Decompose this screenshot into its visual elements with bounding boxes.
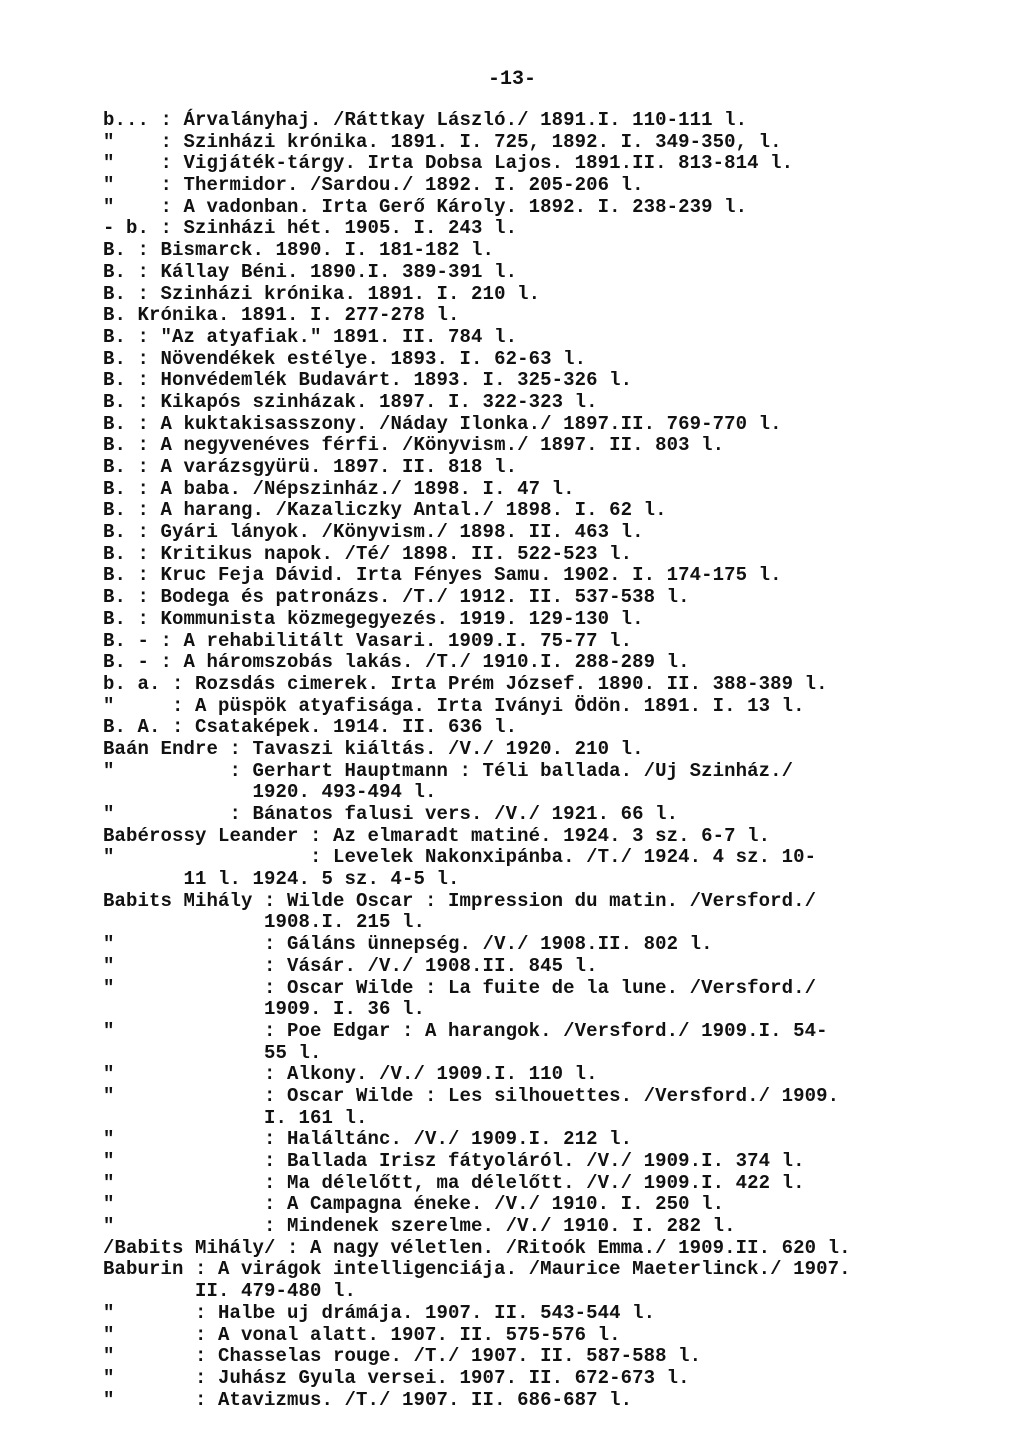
entry-line: Babérossy Leander : Az elmaradt matiné. 1924. 3 sz. 6-7 l. (103, 824, 771, 847)
entry-line: B. : Bismarck. 1890. I. 181-182 l. (103, 239, 495, 262)
entry-line: " : Haláltánc. /V./ 1909.I. 212 l. (103, 1128, 633, 1151)
entry-line: B. : A varázsgyürü. 1897. II. 818 l. (103, 456, 518, 478)
entry-line: " : Atavizmus. /T./ 1907. II. 686-687 l. (103, 1388, 633, 1411)
entry-line: b. a. : Rozsdás cimerek. Irta Prém József. 1890. II. 388-389 l. (103, 672, 828, 695)
entry-line: B. : A baba. /Népszinház./ 1898. I. 47 l. (103, 477, 575, 500)
entry-line: B. Krónika. 1891. I. 277-278 l. (103, 304, 460, 327)
entry-line: Baburin : A virágok intelligenciája. /Maurice Maeterlinck./ 1907. (103, 1258, 851, 1281)
entry-line: 1908.I. 215 l. (103, 911, 426, 934)
entry-line: " : Bánatos falusi vers. /V./ 1921. 66 l. (103, 803, 679, 825)
entry-line: 11 l. 1924. 5 sz. 4-5 l. (103, 868, 460, 891)
entry-line: I. 161 l. (103, 1106, 368, 1129)
entry-line: " : Vásár. /V./ 1908.II. 845 l. (103, 954, 598, 977)
entry-line: 1909. I. 36 l. (103, 998, 426, 1021)
entry-line: " : Oscar Wilde : La fuite de la lune. /Versford./ (103, 976, 817, 999)
entry-line: B. : Gyári lányok. /Könyvism./ 1898. II. 463 l. (103, 521, 644, 544)
entry-line: - b. : Szinházi hét. 1905. I. 243 l. (103, 217, 518, 240)
entry-line: " : Juhász Gyula versei. 1907. II. 672-673 l. (103, 1366, 690, 1389)
entry-line: B. - : A háromszobás lakás. /T./ 1910.I. 288-289 l. (103, 651, 690, 674)
entry-line: B. : Kritikus napok. /Té/ 1898. II. 522-523 l. (103, 542, 633, 565)
bibliography-entries (103, 110, 983, 1411)
entry-line: B. : Kruc Feja Dávid. Irta Fényes Samu. 1902. I. 174-175 l. (103, 564, 782, 587)
entry-line: B. : A negyvenéves férfi. /Könyvism./ 1897. II. 803 l. (103, 434, 725, 457)
entry-line: " : Mindenek szerelme. /V./ 1910. I. 282 l. (103, 1215, 736, 1238)
page-number: -13- (487, 68, 536, 91)
entry-line: Babits Mihály : Wilde Oscar : Impression du matin. /Versford./ (103, 889, 817, 912)
entry-line: " : A püspök atyafisága. Irta Iványi Ödön. 1891. I. 13 l. (103, 694, 805, 717)
entry-line: " : Alkony. /V./ 1909.I. 110 l. (103, 1063, 598, 1086)
entry-line: 1920. 493-494 l. (103, 781, 437, 804)
entry-line: " : Szinházi krónika. 1891. I. 725, 1892. I. 349-350, l. (103, 130, 782, 153)
entry-line: " : Ma délelőtt, ma délelőtt. /V./ 1909.I. 422 l. (103, 1171, 805, 1194)
entry-line: " : Vigjáték-tárgy. Irta Dobsa Lajos. 1891.II. 813-814 l. (103, 152, 794, 175)
entry-line: " : A vonal alatt. 1907. II. 575-576 l. (103, 1323, 621, 1346)
entry-line: B. : Bodega és patronázs. /T./ 1912. II. 537-538 l. (103, 586, 690, 609)
entry-line: B. : Kállay Béni. 1890.I. 389-391 l. (103, 260, 518, 283)
entry-line: " : Levelek Nakonxipánba. /T./ 1924. 4 sz. 10- (103, 846, 817, 869)
entry-line: " : Gáláns ünnepség. /V./ 1908.II. 802 l. (103, 933, 713, 956)
entry-line: 55 l. (103, 1041, 322, 1064)
entry-line: B. : Kikapós szinházak. 1897. I. 322-323 l. (103, 390, 598, 413)
entry-line: b... : Árvalányhaj. /Ráttkay László./ 1891.I. 110-111 l. (103, 109, 748, 131)
entry-line: " : A Campagna éneke. /V./ 1910. I. 250 l. (103, 1193, 725, 1216)
entry-line: II. 479-480 l. (103, 1280, 357, 1303)
entry-line: " : Ballada Irisz fátyoláról. /V./ 1909.I. 374 l. (103, 1150, 805, 1172)
entry-line: " : Gerhart Hauptmann : Téli ballada. /Uj Szinház./ (103, 759, 794, 782)
entry-line: " : Oscar Wilde : Les silhouettes. /Versford./ 1909. (103, 1084, 840, 1107)
entry-line: B. A. : Csataképek. 1914. II. 636 l. (103, 716, 518, 739)
entry-line: " : Halbe uj drámája. 1907. II. 543-544 l. (103, 1301, 656, 1324)
entry-line: B. : Honvédemlék Budavárt. 1893. I. 325-326 l. (103, 369, 633, 392)
entry-line: " : Poe Edgar : A harangok. /Versford./ 1909.I. 54- (103, 1019, 828, 1042)
entry-line: B. : "Az atyafiak." 1891. II. 784 l. (103, 325, 518, 348)
entry-line: " : Thermidor. /Sardou./ 1892. I. 205-206 l. (103, 174, 644, 197)
entry-line: B. - : A rehabilitált Vasari. 1909.I. 75-77 l. (103, 629, 633, 652)
entry-line: /Babits Mihály/ : A nagy véletlen. /Ritoók Emma./ 1909.II. 620 l. (103, 1236, 851, 1259)
entry-line: B. : Növendékek estélye. 1893. I. 62-63 l. (103, 347, 587, 370)
entry-line: B. : Szinházi krónika. 1891. I. 210 l. (103, 282, 541, 305)
entry-line: " : A vadonban. Irta Gerő Károly. 1892. I. 238-239 l. (103, 195, 748, 218)
entry-line: B. : A kuktakisasszony. /Náday Ilonka./ 1897.II. 769-770 l. (103, 412, 782, 435)
entry-line: " : Chasselas rouge. /T./ 1907. II. 587-588 l. (103, 1345, 702, 1368)
entry-line: B. : A harang. /Kazaliczky Antal./ 1898. I. 62 l. (103, 499, 667, 522)
entry-line: Baán Endre : Tavaszi kiáltás. /V./ 1920. 210 l. (103, 737, 644, 760)
entry-line: B. : Kommunista közmegegyezés. 1919. 129-130 l. (103, 607, 644, 630)
